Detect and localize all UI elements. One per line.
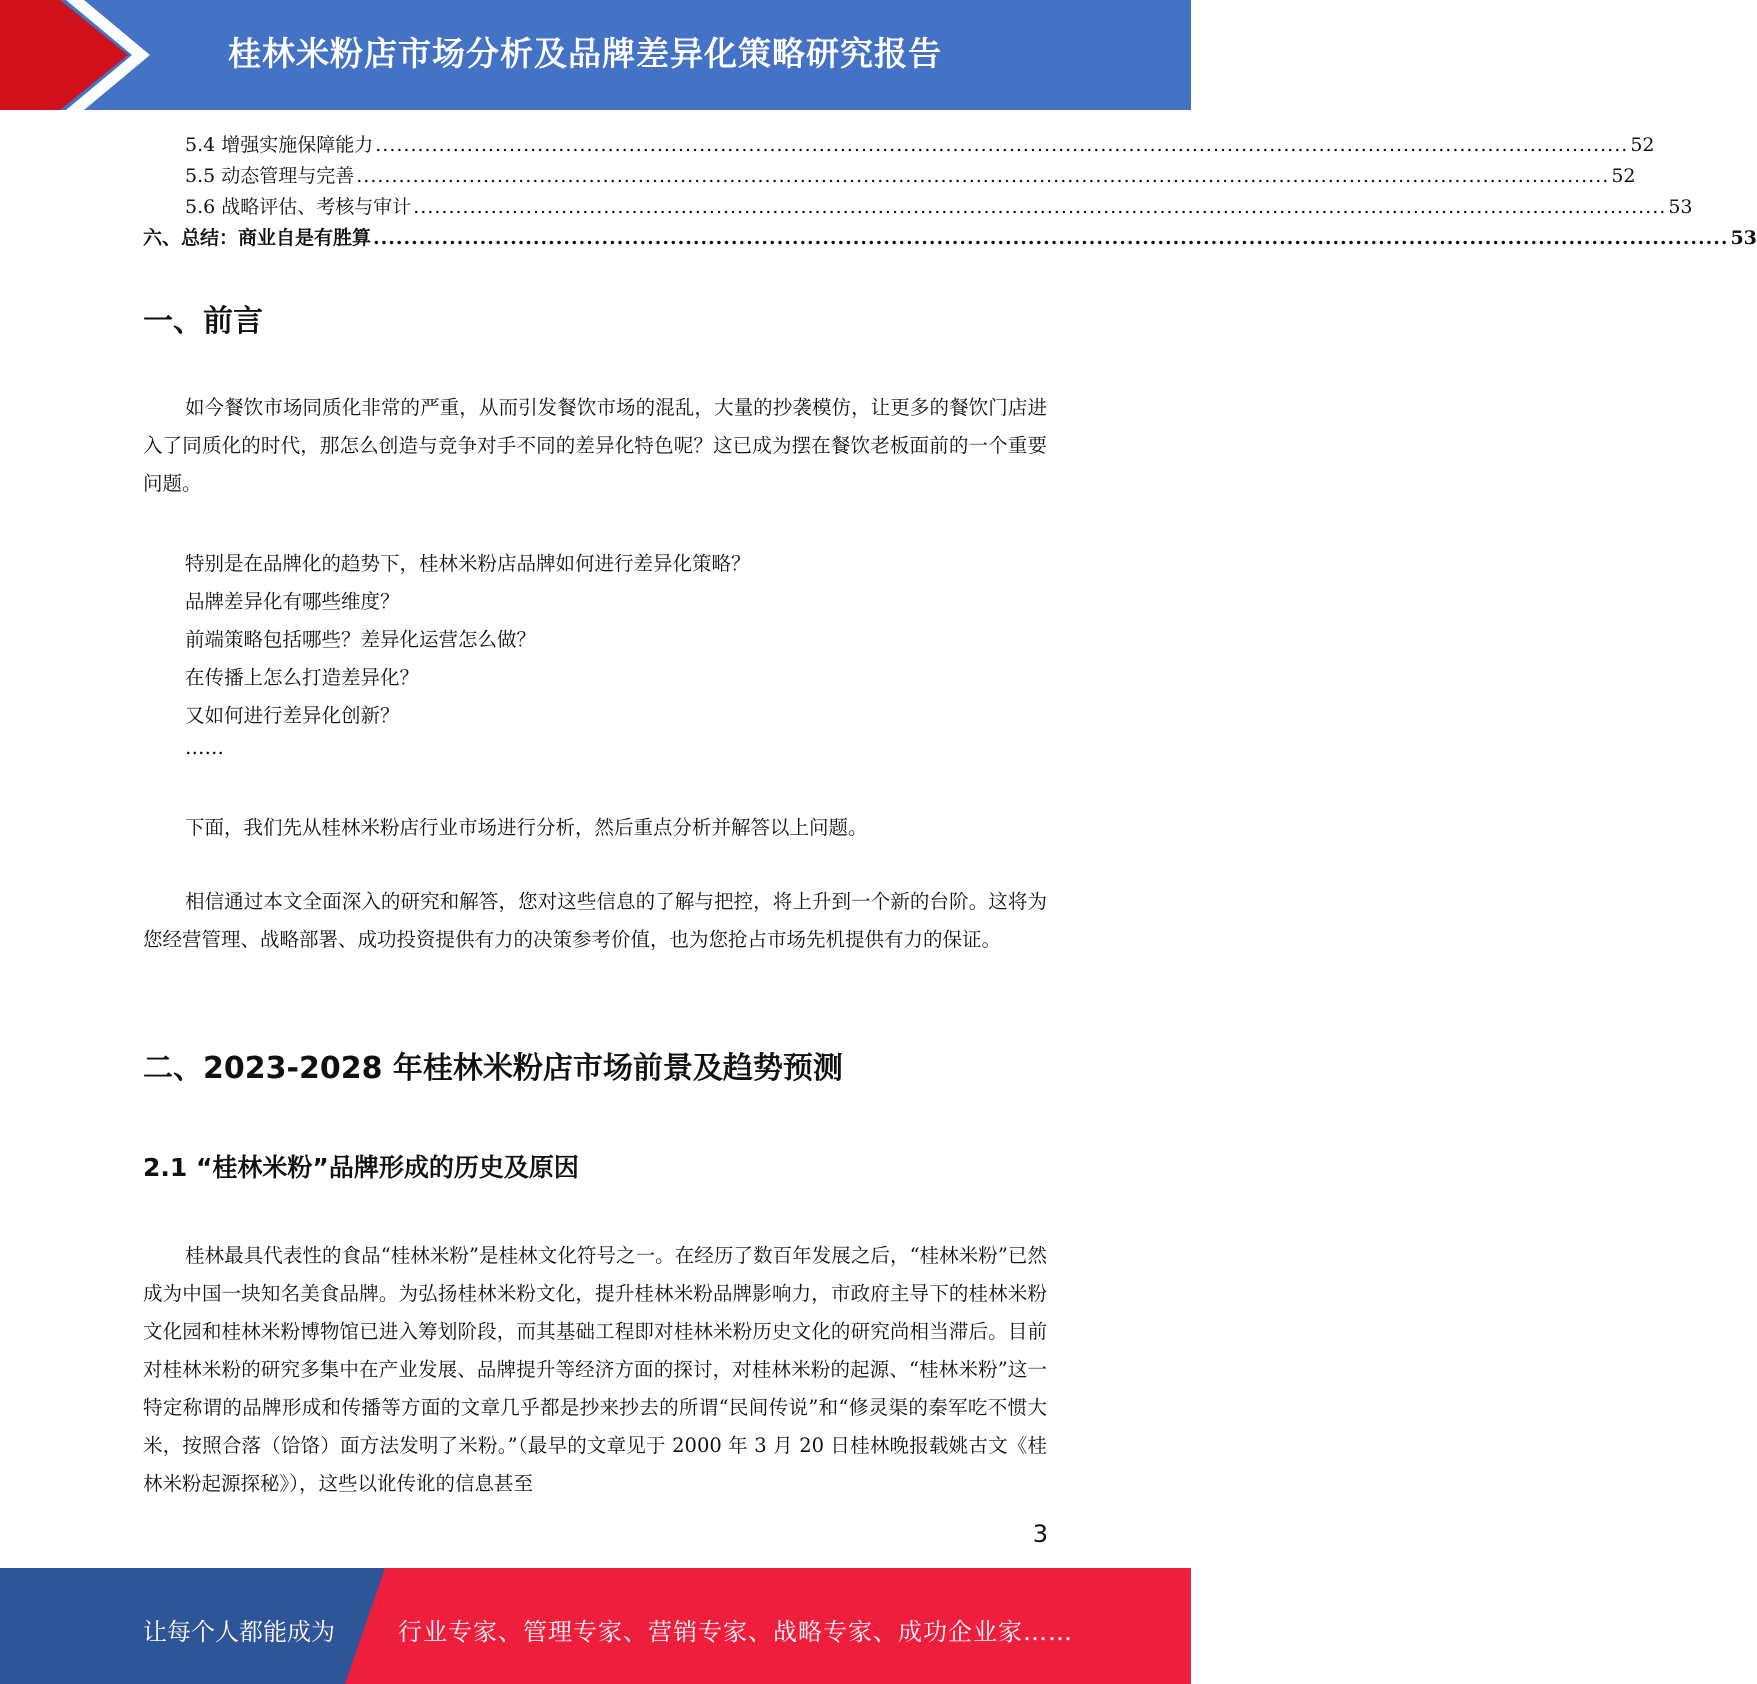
section-heading-market-forecast: 二、2023-2028 年桂林米粉店市场前景及趋势预测	[143, 1051, 843, 1086]
toc-entry-page: 52	[1611, 165, 1636, 187]
preface-paragraph-2: 下面，我们先从桂林米粉店行业市场进行分析，然后重点分析并解答以上问题。	[185, 816, 868, 839]
page-number: 3	[1032, 1520, 1048, 1548]
toc-entry[interactable]	[143, 223, 1757, 253]
toc-leader-dots: ..................................................................................................................................................................................	[413, 196, 1667, 218]
footer-slogan-right: 行业专家、管理专家、营销专家、战略专家、成功企业家……	[398, 1618, 1073, 1646]
toc-leader-dots: ..................................................................................................................................................................................	[373, 227, 1729, 249]
toc-leader-dots: ..................................................................................................................................................................................	[375, 134, 1629, 156]
question-line: 特别是在品牌化的趋势下，桂林米粉店品牌如何进行差异化策略？	[185, 552, 751, 575]
question-ellipsis: ……	[185, 736, 224, 759]
toc-entry[interactable]	[143, 161, 1636, 191]
toc-entry-title: 5.6 战略评估、考核与审计	[185, 196, 412, 218]
toc-entry[interactable]	[143, 192, 1693, 222]
preface-paragraph-1: 如今餐饮市场同质化非常的严重，从而引发餐饮市场的混乱，大量的抄袭模仿，让更多的餐饮门店进入了同质化的时代，那怎么创造与竞争对手不同的差异化特色呢？这已成为摆在餐饮老板面前的一个重要问题。	[143, 396, 1047, 495]
toc-entry-title: 5.5 动态管理与完善	[185, 165, 355, 187]
toc-entry-page: 53	[1730, 227, 1757, 249]
question-line: 又如何进行差异化创新？	[185, 704, 400, 727]
section-heading-preface: 一、前言	[143, 304, 263, 339]
brand-history-paragraph: 桂林最具代表性的食品“桂林米粉”是桂林文化符号之一。在经历了数百年发展之后，“桂林米粉”已然成为中国一块知名美食品牌。为弘扬桂林米粉文化，提升桂林米粉品牌影响力，市政府主导下的桂林米粉文化园和桂林米粉博物馆已进入筹划阶段，而其基础工程即对桂林米粉历史文化的研究尚相当滞后。目前对桂林米粉的研究多集中在产业发展、品牌提升等经济方面的探讨，对桂林米粉的起源、“桂林米粉”这一特定称谓的品牌形成和传播等方面的文章几乎都是抄来抄去的所谓“民间传说”和“修灵渠的秦军吃不惯大米，按照合落（饸饹）面方法发明了米粉。”（最早的文章见于 2000 年 3 月 20 日桂林晚报载姚古文《桂林米粉起源探秘》），这些以讹传讹的信息甚至	[143, 1244, 1047, 1495]
toc-entry-page: 52	[1630, 134, 1655, 156]
toc-entry-page: 53	[1668, 196, 1693, 218]
toc-leader-dots: ..................................................................................................................................................................................	[356, 165, 1610, 187]
preface-paragraph-3: 相信通过本文全面深入的研究和解答，您对这些信息的了解与把控，将上升到一个新的台阶。这将为您经营管理、战略部署、成功投资提供有力的决策参考价值，也为您抢占市场先机提供有力的保证。	[143, 890, 1047, 951]
page-header	[0, 0, 1191, 110]
question-line: 前端策略包括哪些？差异化运营怎么做？	[185, 628, 537, 651]
question-line: 品牌差异化有哪些维度？	[185, 590, 400, 613]
report-title: 桂林米粉店市场分析及品牌差异化策略研究报告	[228, 34, 942, 73]
toc-entry-title: 六、总结：商业自是有胜算	[143, 227, 372, 249]
question-line: 在传播上怎么打造差异化？	[185, 666, 420, 689]
header-arrow-decoration	[0, 0, 200, 110]
toc-entry[interactable]	[143, 130, 1655, 160]
page-footer	[0, 1568, 1191, 1684]
toc-entry-title: 5.4 增强实施保障能力	[185, 134, 374, 156]
subsection-heading-brand-history: 2.1 “桂林米粉”品牌形成的历史及原因	[143, 1153, 579, 1182]
footer-slogan-left: 让每个人都能成为	[143, 1618, 335, 1646]
